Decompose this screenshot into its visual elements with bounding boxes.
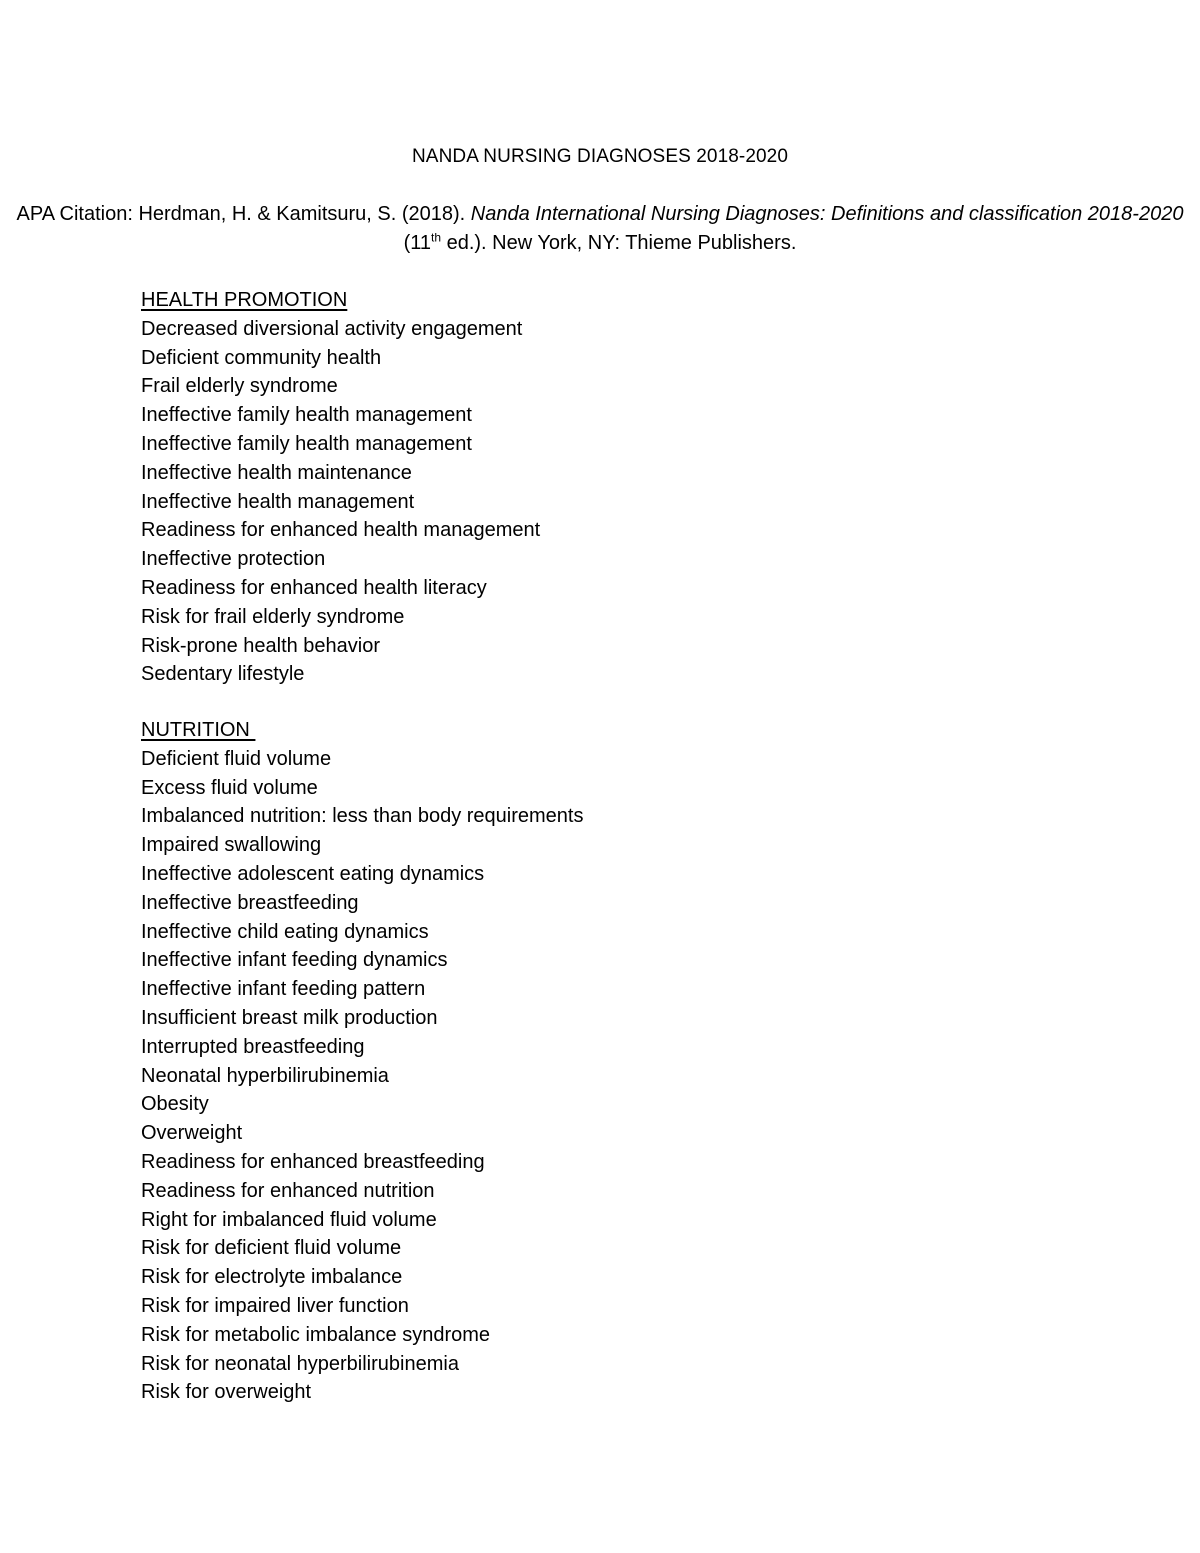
list-item: Ineffective breastfeeding	[141, 891, 359, 914]
list-item: Sedentary lifestyle	[141, 663, 305, 686]
list-item: Overweight	[141, 1122, 243, 1145]
citation-edition-pre: (11	[403, 232, 432, 254]
citation-edition-post: ed.). New York, NY: Thieme Publishers.	[441, 232, 797, 254]
diagnosis-list	[141, 745, 1041, 1407]
page-title: NANDA NURSING DIAGNOSES 2018-2020	[411, 146, 789, 167]
citation-edition-sup: th	[431, 230, 442, 245]
list-item: Risk-prone health behavior	[141, 634, 381, 657]
list-item: Interrupted breastfeeding	[141, 1035, 365, 1058]
list-item: Decreased diversional activity engagement	[141, 317, 523, 340]
list-item: Imbalanced nutrition: less than body requirements	[141, 805, 584, 828]
list-item: Risk for neonatal hyperbilirubinemia	[141, 1352, 459, 1375]
list-item: Ineffective family health management	[141, 404, 472, 427]
list-item: Right for imbalanced fluid volume	[141, 1208, 437, 1231]
list-item: Deficient community health	[141, 346, 382, 369]
citation-prefix: APA Citation: Herdman, H. & Kamitsuru, S. (2018).	[16, 203, 471, 225]
list-item: Insufficient breast milk production	[141, 1006, 438, 1029]
list-item: Ineffective adolescent eating dynamics	[141, 862, 485, 885]
list-item: Ineffective infant feeding pattern	[141, 978, 426, 1001]
list-item: Risk for impaired liver function	[141, 1294, 409, 1317]
list-item: Impaired swallowing	[141, 834, 322, 857]
list-item: Ineffective infant feeding dynamics	[141, 949, 448, 972]
section-heading: NUTRITION	[141, 719, 256, 741]
list-item: Readiness for enhanced health management	[141, 519, 541, 542]
list-item: Risk for metabolic imbalance syndrome	[141, 1323, 491, 1346]
section-nutrition	[141, 716, 1041, 1407]
list-item: Ineffective family health management	[141, 432, 472, 455]
list-item: Readiness for enhanced nutrition	[141, 1179, 435, 1202]
list-item: Readiness for enhanced health literacy	[141, 576, 487, 599]
list-item: Excess fluid volume	[141, 776, 318, 799]
list-item: Neonatal hyperbilirubinemia	[141, 1064, 389, 1087]
list-item: Readiness for enhanced breastfeeding	[141, 1150, 485, 1173]
list-item: Deficient fluid volume	[141, 747, 332, 770]
apa-citation	[0, 200, 1200, 258]
list-item: Risk for overweight	[141, 1381, 312, 1404]
diagnosis-list	[141, 315, 1041, 689]
list-item: Obesity	[141, 1093, 209, 1116]
list-item: Ineffective health maintenance	[141, 461, 412, 484]
list-item: Risk for frail elderly syndrome	[141, 605, 405, 628]
list-item: Ineffective child eating dynamics	[141, 920, 429, 943]
list-item: Ineffective health management	[141, 490, 415, 513]
list-item: Frail elderly syndrome	[141, 375, 338, 398]
section-heading: HEALTH PROMOTION	[141, 289, 348, 311]
section-health-promotion	[141, 286, 1041, 689]
citation-book-title: Nanda International Nursing Diagnoses: Definitions and classification 2018-2020	[470, 203, 1184, 225]
list-item: Risk for deficient fluid volume	[141, 1237, 402, 1260]
list-item: Risk for electrolyte imbalance	[141, 1266, 403, 1289]
list-item: Ineffective protection	[141, 548, 326, 571]
